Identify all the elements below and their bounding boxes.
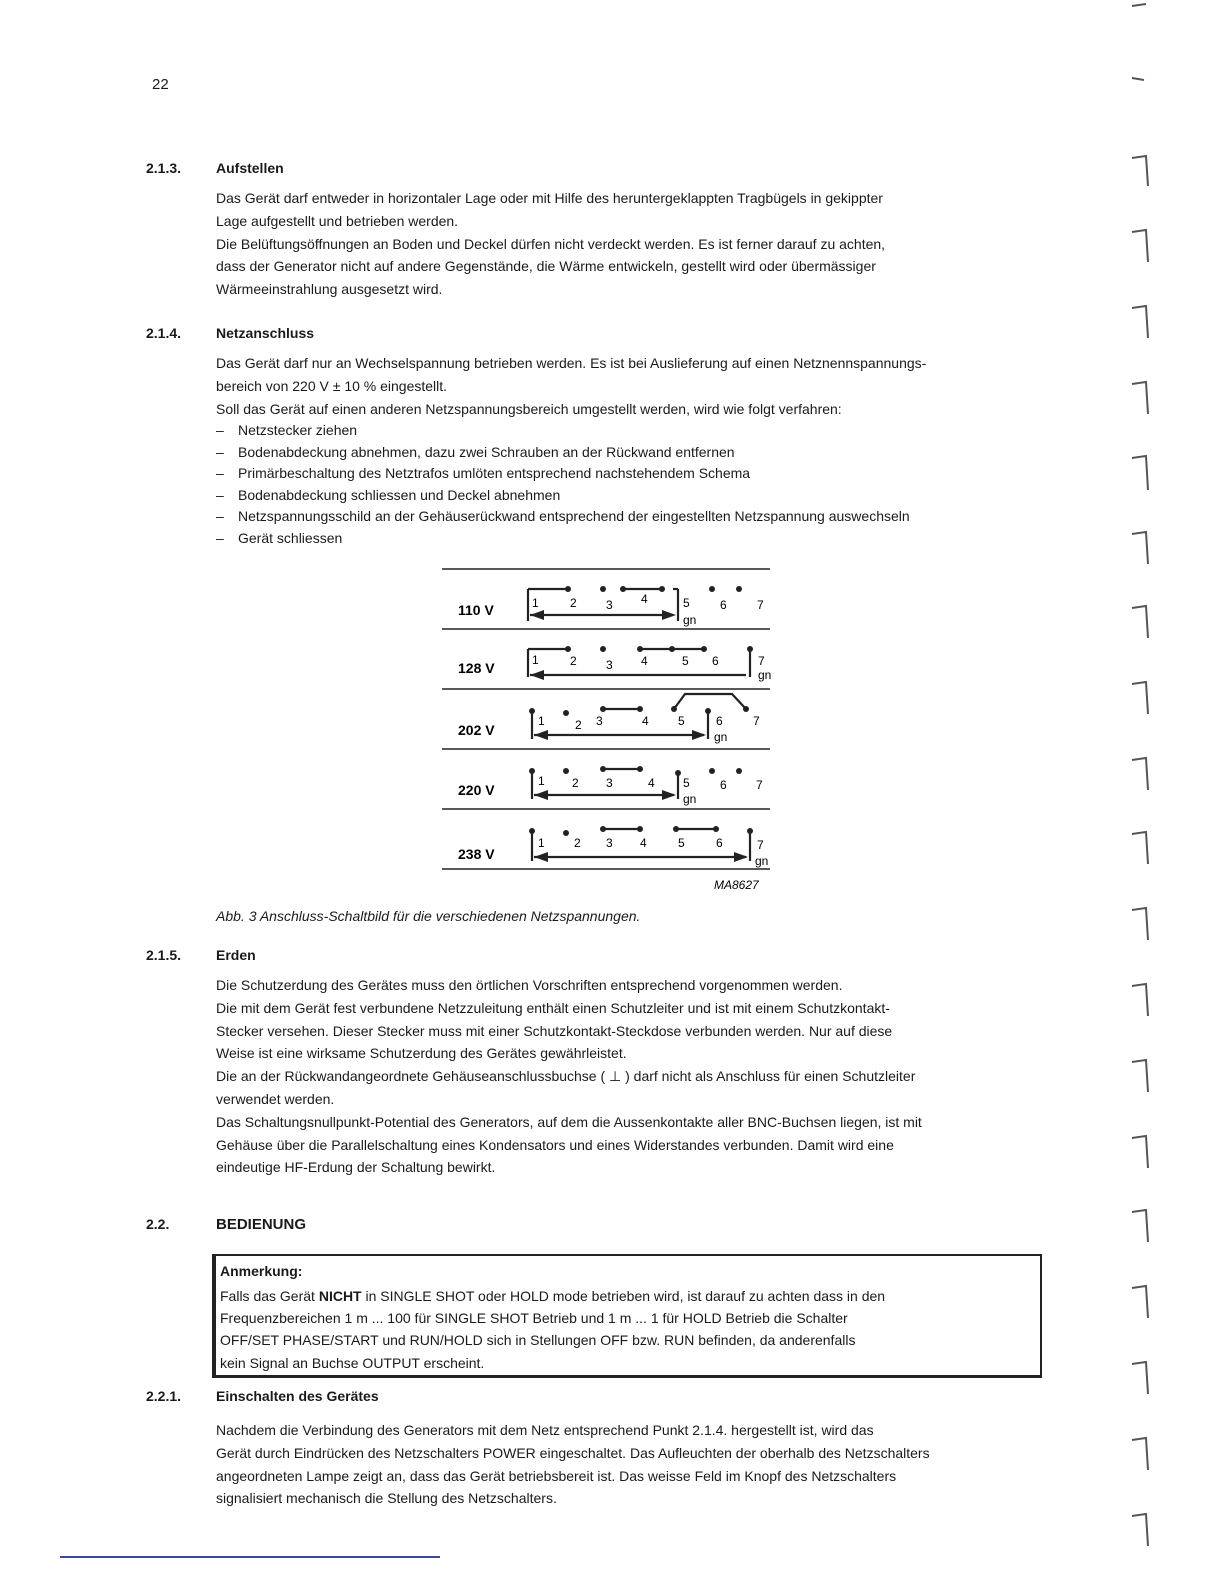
pin-label: 2 [570,654,577,668]
pin-label: 3 [606,598,613,612]
pin-label: 4 [641,592,648,606]
text-line: Soll das Gerät auf einen anderen Netzspannungsbereich umgestellt werden, wird wie folgt verfahren: [216,400,842,417]
voltage-label: 110 V [458,602,494,618]
list-item: – Netzspannungsschild an der Gehäuserückwand entsprechend der eingestellten Netzspannung auswechseln [216,508,910,525]
section-number: 2.1.4. [146,325,182,341]
pin-label: 7 [757,838,764,852]
text-line: Lage aufgestellt und betrieben werden. [216,212,459,229]
text-line: Stecker versehen. Dieser Stecker muss mit einer Schutzkontakt-Steckdose verbunden werden. Nur auf diese [216,1022,893,1039]
voltage-label: 128 V [458,660,495,676]
list-item: – Bodenabdeckung abnehmen, dazu zwei Schrauben an der Rückwand entfernen [216,443,735,460]
page-number: 22 [152,76,169,93]
pin-label: 6 [720,598,727,612]
list-item: – Netzstecker ziehen [216,422,358,438]
footer-rule [60,1556,440,1558]
pin-label: 5 [682,654,689,668]
text-line: angeordneten Lampe zeigt an, dass das Gerät betriebsbereit ist. Das weisse Feld im Knopf des Netzschalters [216,1467,897,1484]
text-line: Das Gerät darf nur an Wechselspannung betrieben werden. Es ist bei Auslieferung auf einen Netznennspannungs- [216,355,927,371]
note-body [220,1285,1040,1374]
text-line: eindeutige HF-Erdung der Schaltung bewirkt. [216,1159,496,1176]
pin-label: 2 [570,596,577,610]
list-item: – Bodenabdeckung schliessen und Deckel abnehmen [216,486,561,503]
tap-label: gn [755,854,769,868]
text-line: Die Belüftungsöffnungen an Boden und Deckel dürfen nicht verdeckt werden. Es ist ferner darauf zu achten, [216,235,886,252]
tap-label: gn [758,668,772,682]
section-body [216,974,1076,1179]
section-title: Netzanschluss [216,325,315,341]
section-title: Erden [216,947,256,963]
voltage-label: 220 V [458,782,495,798]
section-number: 2.1.3. [146,160,182,176]
pin-label: 6 [716,714,723,728]
pin-label: 3 [606,776,613,790]
pin-label: 1 [532,596,539,610]
pin-label: 1 [532,653,539,667]
diagram-row-238v [458,826,768,868]
section-title: BEDIENUNG [216,1216,307,1233]
connection-diagram [440,565,780,895]
figure-caption: Abb. 3 Anschluss-Schaltbild für die verschiedenen Netzspannungen. [216,908,641,924]
binding-mark [1132,4,1148,1546]
section-title: Aufstellen [216,160,284,176]
pin-label: 4 [648,776,655,790]
figure-code: MA8627 [714,878,759,892]
pin-label: 2 [574,836,581,850]
pin-label: 1 [538,714,545,728]
pin-label: 7 [757,598,764,612]
text-line: Das Schaltungsnullpunkt-Potential des Generators, auf dem die Aussenkontakte aller BNC-Buchsen liegen, ist mit [216,1113,922,1130]
section-number: 2.2.1. [146,1388,182,1404]
pin-label: 1 [538,774,545,788]
text-line: Falls das Gerät NICHT in SINGLE SHOT oder HOLD mode betrieben wird, ist darauf zu achten dass in den [220,1288,886,1304]
text-line: Die mit dem Gerät fest verbundene Netzzuleitung enthält einen Schutzleiter und ist mit einem Schutzkontakt- [216,999,890,1016]
pin-label: 3 [606,658,613,672]
section-number: 2.1.5. [146,947,182,963]
diagram-row-220v [458,766,763,806]
pin-label: 3 [596,714,603,728]
pin-label: 4 [642,714,649,728]
tap-label: gn [714,730,728,744]
procedure-list [216,420,910,550]
tap-label: gn [683,613,697,627]
pin-label: 6 [720,778,727,792]
pin-label: 7 [758,654,765,668]
pin-label: 3 [606,836,613,850]
text-line: Die Schutzerdung des Gerätes muss den örtlichen Vorschriften entsprechend vorgenommen werden. [216,977,843,993]
text-line: dass der Generator nicht auf andere Gegenstände, die Wärme entwickeln, gestellt wird oder übermässiger [216,258,876,275]
pin-label: 5 [678,714,685,728]
section-body [216,352,1076,420]
section-body [216,1419,1076,1510]
tap-label: gn [683,792,697,806]
section-body [216,187,1076,301]
text-line: kein Signal an Buchse OUTPUT erscheint. [220,1354,485,1371]
text-line: OFF/SET PHASE/START und RUN/HOLD sich in Stellungen OFF bzw. RUN befinden, da anderenfalls [220,1332,856,1349]
pin-label: 4 [641,654,648,668]
pin-label: 2 [572,776,579,790]
text-line: Gerät durch Eindrücken des Netzschalters POWER eingeschaltet. Das Aufleuchten der oberhalb des Netzschalters [216,1444,930,1461]
pin-label: 6 [716,836,723,850]
list-item: – Gerät schliessen [216,529,343,546]
pin-label: 2 [575,718,582,732]
note-title: Anmerkung: [220,1263,303,1279]
text-line: Weise ist eine wirksame Schutzerdung des Gerätes gewährleistet. [216,1045,627,1062]
note-box [212,1254,1042,1378]
pin-label: 5 [683,776,690,790]
pin-label: 1 [538,836,545,850]
voltage-label: 238 V [458,846,495,862]
text-line: Nachdem die Verbindung des Generators mit dem Netz entsprechend Punkt 2.1.4. hergestellt ist, wird das [216,1422,874,1438]
pin-label: 5 [678,836,685,850]
section-title: Einschalten des Gerätes [216,1388,379,1404]
pin-label: 4 [640,836,647,850]
text-line: Gehäuse über die Parallelschaltung eines Kondensators und eines Widerstandes verbunden. Damit wird eine [216,1136,894,1153]
list-item: – Primärbeschaltung des Netztrafos umlöten entsprechend nachstehendem Schema [216,465,751,482]
pin-label: 6 [712,654,719,668]
diagram-row-110v [458,586,764,627]
text-line: bereich von 220 V ± 10 % eingestellt. [216,377,448,394]
text-line: Das Gerät darf entweder in horizontaler Lage oder mit Hilfe des heruntergeklappten Tragbügels in gekippter [216,190,883,206]
text-line: signalisiert mechanisch die Stellung des Netzschalters. [216,1490,557,1507]
text-line: Wärmeeinstrahlung ausgesetzt wird. [216,281,443,298]
pin-label: 7 [756,778,763,792]
pin-label: 5 [683,596,690,610]
text-line: Die an der Rückwandangeordnete Gehäuseanschlussbuchse ( ⊥ ) darf nicht als Anschluss für einen Schutzleiter [216,1068,916,1085]
text-line: Frequenzbereichen 1 m ... 100 für SINGLE SHOT Betrieb und 1 m ... 1 für HOLD Betrieb die Schalter [220,1310,848,1327]
binding-marks [1114,0,1224,1584]
pin-label: 7 [753,714,760,728]
text-line: verwendet werden. [216,1090,335,1107]
section-number: 2.2. [146,1216,170,1232]
voltage-label: 202 V [458,722,495,738]
diagram-row-128v [458,646,771,682]
diagram-row-202v [458,694,760,744]
